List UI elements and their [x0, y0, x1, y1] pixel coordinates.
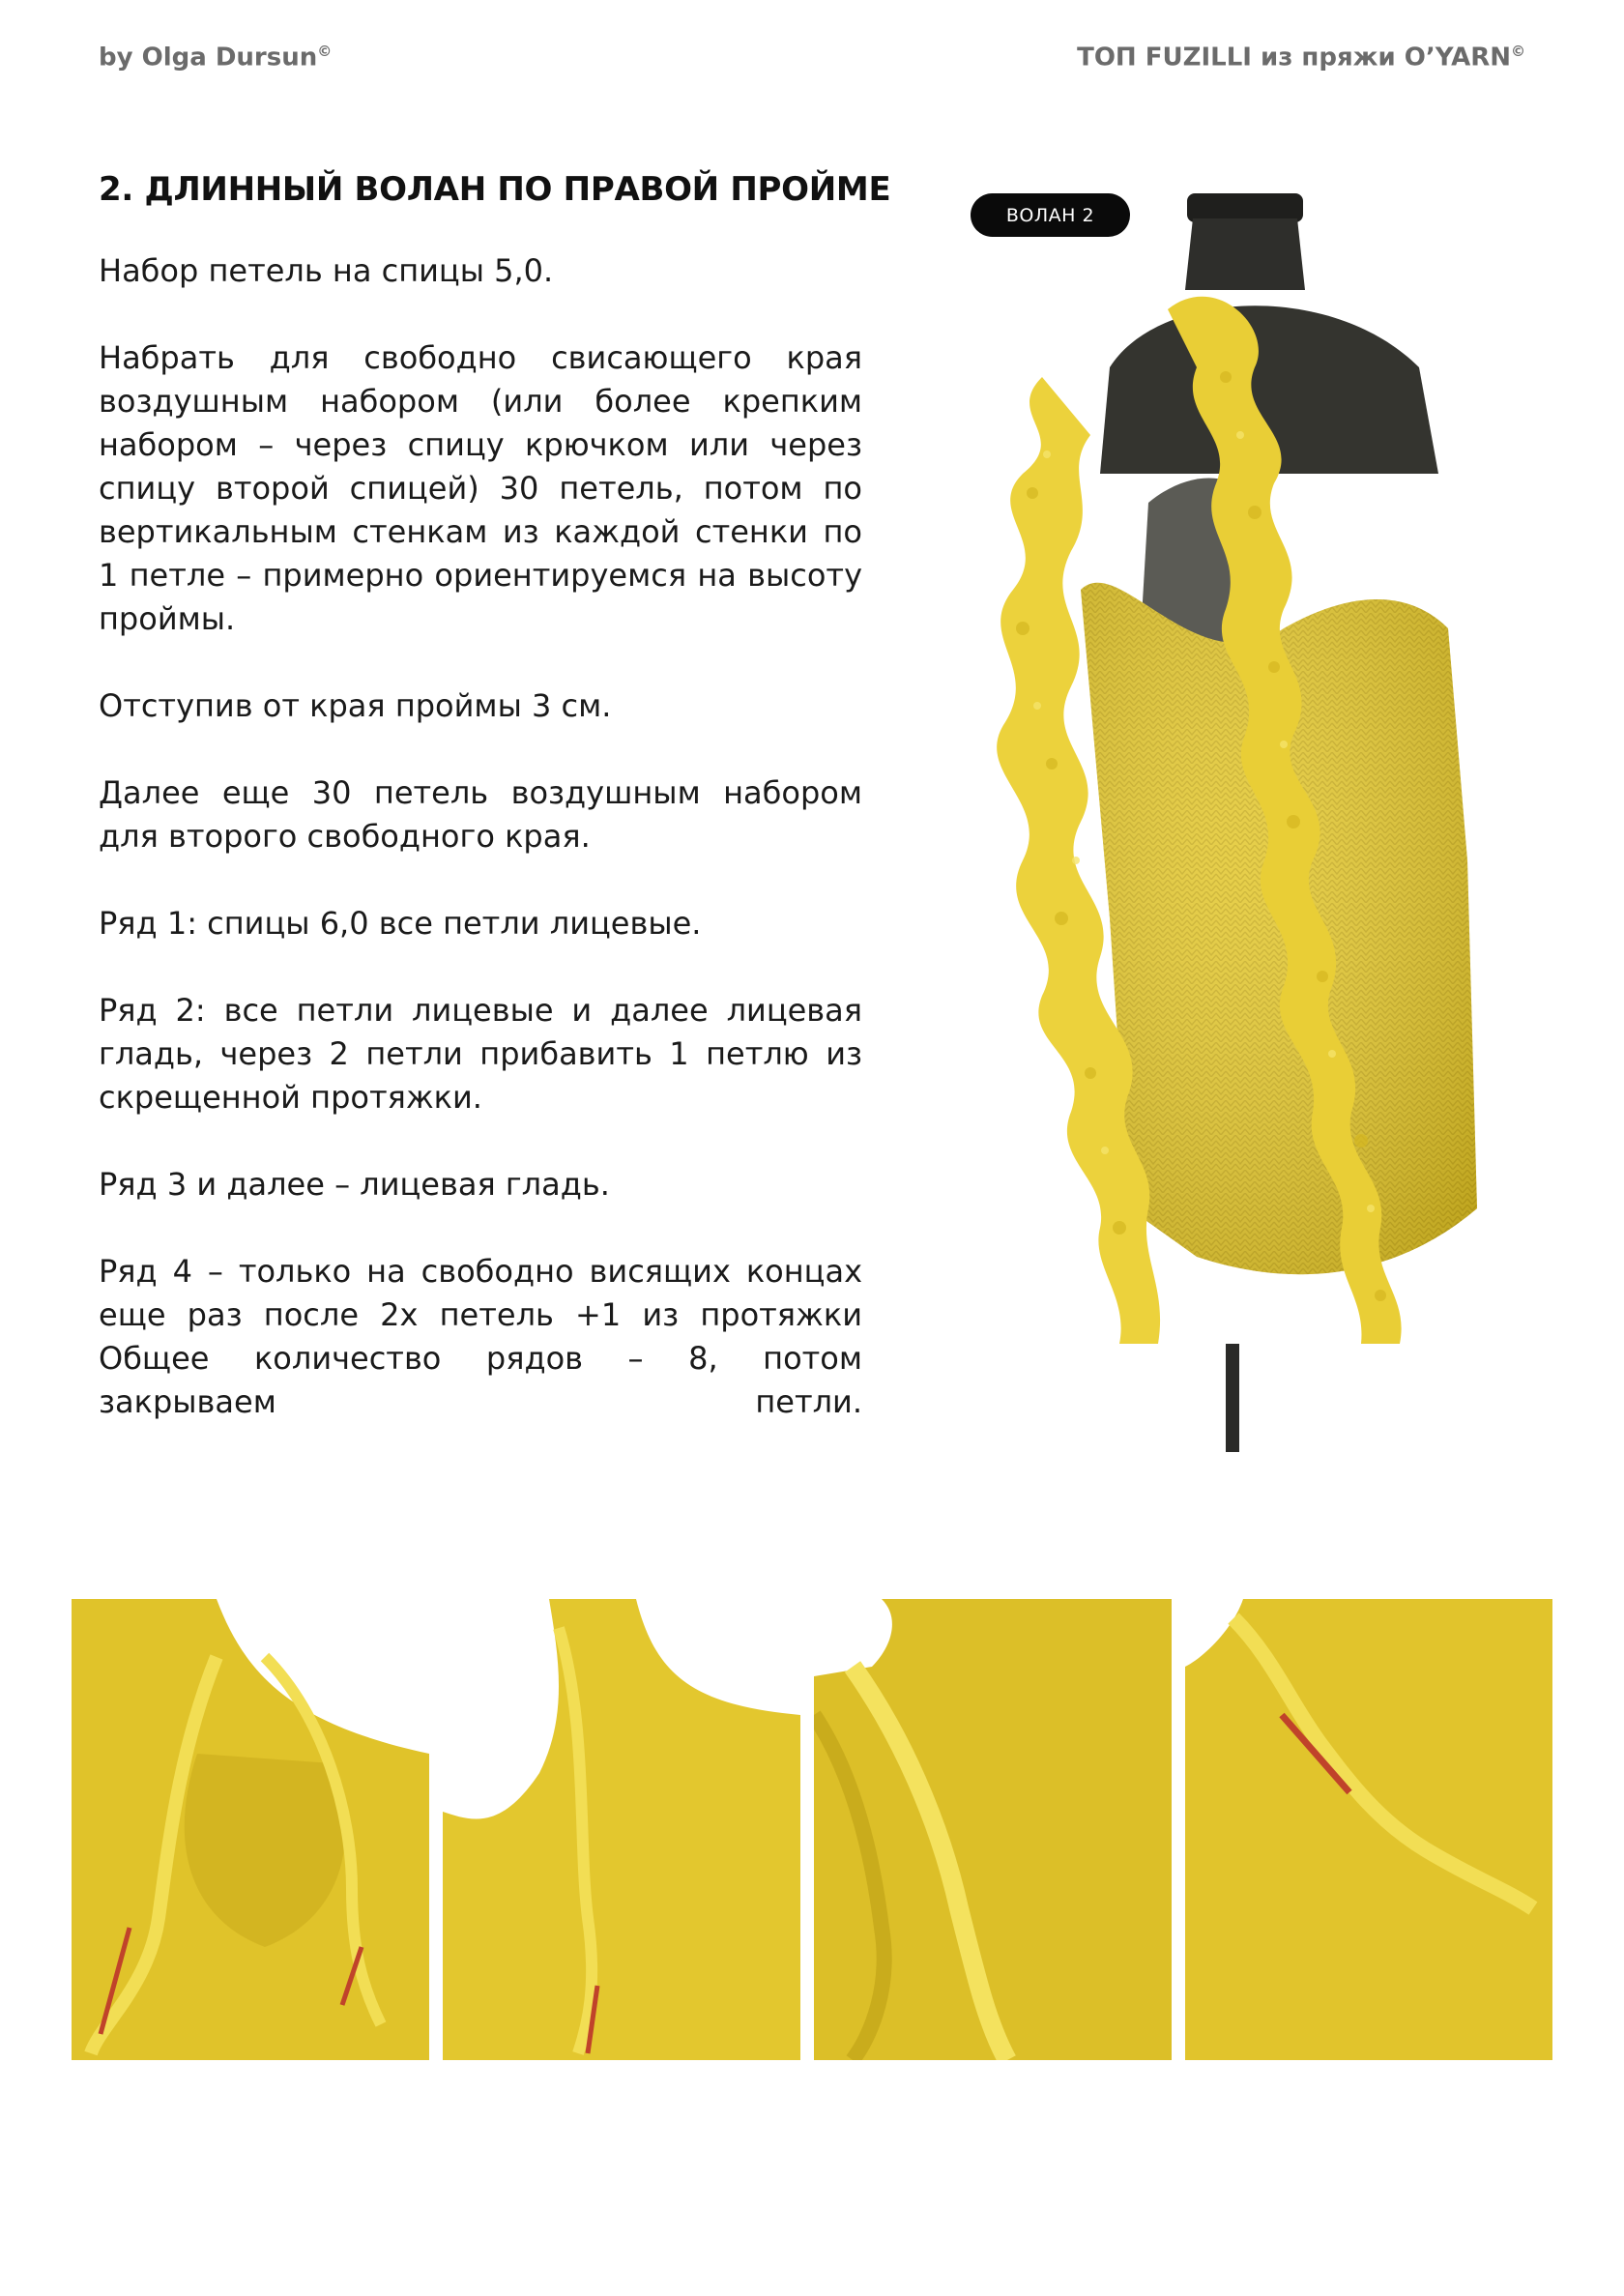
paragraph-cast-on-details: Набрать для свободно свисающего края воздушным набором (или более крепким набором – через спицу крючком или через спицу второй спицей) 30 петель, потом по вертикальным стенкам из каждой стенки по 1 петле – примерно ориентируемся на высоту проймы. [99, 339, 862, 637]
header-left [99, 43, 332, 73]
paragraph-row-1: Ряд 1: спицы 6,0 все петли лицевые. [99, 905, 702, 942]
paragraph-second-edge: Далее еще 30 петель воздушным набором для второго свободного края. [99, 774, 862, 855]
paragraph-offset: Отступив от края проймы 3 см. [99, 687, 612, 724]
paragraph-row-4: Ряд 4 – только на свободно висящих концах еще раз после 2х петель +1 из протяжки Общее количество рядов – 8, потом закрываем петли. [99, 1253, 862, 1420]
thumbnail-4 [1185, 1599, 1552, 2060]
main-photo-mannequin [965, 184, 1525, 1452]
section-title: 2. ДЛИННЫЙ ВОЛАН ПО ПРАВОЙ ПРОЙМЕ [99, 170, 891, 209]
instructions-text [99, 249, 862, 1468]
header-author: by Olga Dursun [99, 43, 318, 73]
paragraph-cast-on: Набор петель на спицы 5,0. [99, 252, 554, 289]
badge-volan-2: ВОЛАН 2 [971, 193, 1130, 237]
thumbnail-1 [72, 1599, 429, 2060]
paragraph-row-3: Ряд 3 и далее – лицевая гладь. [99, 1166, 610, 1203]
paragraph-row-2: Ряд 2: все петли лицевые и далее лицевая гладь, через 2 петли прибавить 1 петлю из скрещенной протяжки. [99, 992, 862, 1116]
header-right [1077, 43, 1525, 73]
thumbnail-3 [814, 1599, 1172, 2060]
thumbnail-2 [443, 1599, 800, 2060]
header-left-copyright: © [317, 43, 333, 60]
header-right-copyright: © [1511, 43, 1525, 60]
header-document-title: ТОП FUZILLI из пряжи O’YARN [1077, 43, 1511, 73]
